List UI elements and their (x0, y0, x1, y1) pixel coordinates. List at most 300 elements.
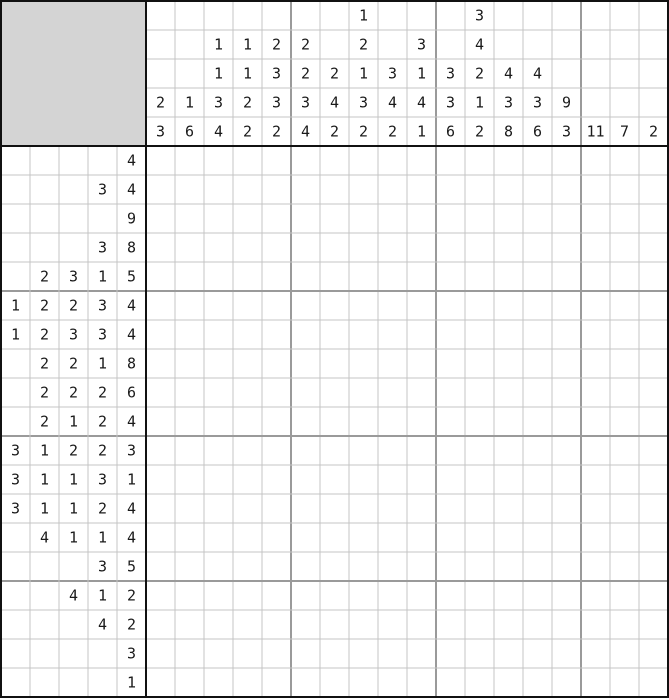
grid-cell[interactable] (407, 262, 436, 291)
grid-cell[interactable] (146, 320, 175, 349)
grid-cell[interactable] (552, 146, 581, 175)
grid-cell[interactable] (523, 291, 552, 320)
grid-cell[interactable] (262, 668, 291, 697)
grid-cell[interactable] (610, 552, 639, 581)
grid-cell[interactable] (349, 291, 378, 320)
grid-cell[interactable] (436, 146, 465, 175)
grid-cell[interactable] (581, 146, 610, 175)
grid-cell[interactable] (146, 378, 175, 407)
grid-cell[interactable] (262, 262, 291, 291)
grid-cell[interactable] (262, 465, 291, 494)
grid-cell[interactable] (523, 668, 552, 697)
grid-cell[interactable] (581, 204, 610, 233)
grid-cell[interactable] (146, 146, 175, 175)
grid-cell[interactable] (349, 233, 378, 262)
grid-cell[interactable] (204, 407, 233, 436)
grid-cell[interactable] (204, 581, 233, 610)
grid-cell[interactable] (436, 639, 465, 668)
grid-cell[interactable] (436, 523, 465, 552)
grid-cell[interactable] (320, 610, 349, 639)
grid-cell[interactable] (639, 523, 668, 552)
grid-cell[interactable] (378, 523, 407, 552)
grid-cell[interactable] (146, 494, 175, 523)
grid-cell[interactable] (552, 465, 581, 494)
grid-cell[interactable] (175, 465, 204, 494)
grid-cell[interactable] (494, 407, 523, 436)
grid-cell[interactable] (610, 320, 639, 349)
grid-cell[interactable] (407, 552, 436, 581)
grid-cell[interactable] (639, 668, 668, 697)
grid-cell[interactable] (175, 378, 204, 407)
grid-cell[interactable] (146, 349, 175, 378)
grid-cell[interactable] (494, 291, 523, 320)
grid-cell[interactable] (320, 494, 349, 523)
grid-cell[interactable] (291, 436, 320, 465)
grid-cell[interactable] (175, 494, 204, 523)
grid-cell[interactable] (378, 610, 407, 639)
grid-cell[interactable] (407, 349, 436, 378)
grid-cell[interactable] (320, 233, 349, 262)
grid-cell[interactable] (291, 378, 320, 407)
grid-cell[interactable] (349, 523, 378, 552)
grid-cell[interactable] (639, 610, 668, 639)
grid-cell[interactable] (320, 175, 349, 204)
grid-cell[interactable] (639, 639, 668, 668)
grid-cell[interactable] (552, 349, 581, 378)
grid-cell[interactable] (146, 436, 175, 465)
grid-cell[interactable] (465, 146, 494, 175)
grid-cell[interactable] (349, 175, 378, 204)
grid-cell[interactable] (262, 610, 291, 639)
grid-cell[interactable] (494, 581, 523, 610)
grid-cell[interactable] (233, 407, 262, 436)
grid-cell[interactable] (320, 407, 349, 436)
grid-cell[interactable] (378, 668, 407, 697)
grid-cell[interactable] (146, 175, 175, 204)
grid-cell[interactable] (291, 494, 320, 523)
grid-cell[interactable] (233, 552, 262, 581)
grid-cell[interactable] (262, 320, 291, 349)
grid-cell[interactable] (233, 436, 262, 465)
grid-cell[interactable] (494, 436, 523, 465)
grid-cell[interactable] (204, 668, 233, 697)
grid-cell[interactable] (581, 610, 610, 639)
grid-cell[interactable] (407, 146, 436, 175)
grid-cell[interactable] (262, 523, 291, 552)
grid-cell[interactable] (349, 552, 378, 581)
grid-cell[interactable] (175, 175, 204, 204)
grid-cell[interactable] (407, 668, 436, 697)
grid-cell[interactable] (523, 146, 552, 175)
grid-cell[interactable] (291, 610, 320, 639)
grid-cell[interactable] (175, 610, 204, 639)
grid-cell[interactable] (639, 552, 668, 581)
grid-cell[interactable] (610, 436, 639, 465)
grid-cell[interactable] (146, 552, 175, 581)
grid-cell[interactable] (146, 668, 175, 697)
grid-cell[interactable] (233, 175, 262, 204)
grid-cell[interactable] (639, 262, 668, 291)
grid-cell[interactable] (146, 523, 175, 552)
grid-cell[interactable] (204, 204, 233, 233)
grid-cell[interactable] (610, 610, 639, 639)
grid-cell[interactable] (523, 262, 552, 291)
grid-cell[interactable] (204, 233, 233, 262)
grid-cell[interactable] (262, 175, 291, 204)
grid-cell[interactable] (552, 639, 581, 668)
grid-cell[interactable] (436, 204, 465, 233)
grid-cell[interactable] (320, 639, 349, 668)
grid-cell[interactable] (523, 204, 552, 233)
grid-cell[interactable] (378, 407, 407, 436)
grid-cell[interactable] (523, 175, 552, 204)
grid-cell[interactable] (523, 639, 552, 668)
grid-cell[interactable] (320, 146, 349, 175)
grid-cell[interactable] (233, 494, 262, 523)
grid-cell[interactable] (233, 465, 262, 494)
grid-cell[interactable] (233, 204, 262, 233)
grid-cell[interactable] (349, 146, 378, 175)
grid-cell[interactable] (175, 349, 204, 378)
grid-cell[interactable] (465, 552, 494, 581)
grid-cell[interactable] (523, 523, 552, 552)
grid-cell[interactable] (175, 552, 204, 581)
grid-cell[interactable] (262, 378, 291, 407)
grid-cell[interactable] (610, 494, 639, 523)
grid-cell[interactable] (291, 233, 320, 262)
grid-cell[interactable] (262, 349, 291, 378)
grid-cell[interactable] (581, 436, 610, 465)
grid-cell[interactable] (175, 262, 204, 291)
grid-cell[interactable] (552, 494, 581, 523)
grid-cell[interactable] (581, 552, 610, 581)
grid-cell[interactable] (320, 378, 349, 407)
grid-cell[interactable] (320, 552, 349, 581)
grid-cell[interactable] (523, 320, 552, 349)
grid-cell[interactable] (407, 233, 436, 262)
grid-cell[interactable] (349, 378, 378, 407)
grid-cell[interactable] (552, 378, 581, 407)
grid-cell[interactable] (407, 523, 436, 552)
grid-cell[interactable] (436, 349, 465, 378)
grid-cell[interactable] (349, 465, 378, 494)
grid-cell[interactable] (436, 494, 465, 523)
grid-cell[interactable] (349, 668, 378, 697)
grid-cell[interactable] (494, 378, 523, 407)
grid-cell[interactable] (291, 262, 320, 291)
grid-cell[interactable] (175, 407, 204, 436)
grid-cell[interactable] (407, 494, 436, 523)
grid-cell[interactable] (233, 668, 262, 697)
grid-cell[interactable] (378, 436, 407, 465)
grid-cell[interactable] (233, 378, 262, 407)
grid-cell[interactable] (523, 494, 552, 523)
grid-cell[interactable] (465, 523, 494, 552)
grid-cell[interactable] (581, 465, 610, 494)
grid-cell[interactable] (639, 320, 668, 349)
grid-cell[interactable] (639, 146, 668, 175)
grid-cell[interactable] (494, 204, 523, 233)
grid-cell[interactable] (552, 581, 581, 610)
grid-cell[interactable] (465, 668, 494, 697)
grid-cell[interactable] (204, 494, 233, 523)
grid-cell[interactable] (552, 523, 581, 552)
grid-cell[interactable] (407, 204, 436, 233)
grid-cell[interactable] (465, 494, 494, 523)
grid-cell[interactable] (291, 204, 320, 233)
grid-cell[interactable] (146, 407, 175, 436)
grid-cell[interactable] (581, 523, 610, 552)
grid-cell[interactable] (146, 291, 175, 320)
grid-cell[interactable] (465, 610, 494, 639)
grid-cell[interactable] (320, 581, 349, 610)
grid-cell[interactable] (175, 523, 204, 552)
grid-cell[interactable] (436, 581, 465, 610)
grid-cell[interactable] (407, 407, 436, 436)
grid-cell[interactable] (204, 262, 233, 291)
grid-cell[interactable] (610, 523, 639, 552)
grid-cell[interactable] (610, 639, 639, 668)
grid-cell[interactable] (349, 436, 378, 465)
grid-cell[interactable] (610, 146, 639, 175)
grid-cell[interactable] (320, 349, 349, 378)
grid-cell[interactable] (204, 523, 233, 552)
grid-cell[interactable] (494, 552, 523, 581)
grid-cell[interactable] (465, 233, 494, 262)
grid-cell[interactable] (523, 465, 552, 494)
grid-cell[interactable] (378, 320, 407, 349)
grid-cell[interactable] (291, 291, 320, 320)
grid-cell[interactable] (552, 668, 581, 697)
grid-cell[interactable] (146, 204, 175, 233)
grid-cell[interactable] (204, 552, 233, 581)
grid-cell[interactable] (552, 320, 581, 349)
grid-cell[interactable] (378, 581, 407, 610)
grid-cell[interactable] (349, 349, 378, 378)
grid-cell[interactable] (233, 291, 262, 320)
grid-cell[interactable] (581, 349, 610, 378)
grid-cell[interactable] (291, 349, 320, 378)
grid-cell[interactable] (204, 378, 233, 407)
grid-cell[interactable] (320, 523, 349, 552)
grid-cell[interactable] (436, 320, 465, 349)
grid-cell[interactable] (494, 320, 523, 349)
grid-cell[interactable] (175, 233, 204, 262)
grid-cell[interactable] (320, 436, 349, 465)
grid-cell[interactable] (465, 639, 494, 668)
grid-cell[interactable] (407, 639, 436, 668)
grid-cell[interactable] (436, 291, 465, 320)
grid-cell[interactable] (175, 146, 204, 175)
grid-cell[interactable] (378, 465, 407, 494)
grid-cell[interactable] (465, 320, 494, 349)
grid-cell[interactable] (349, 581, 378, 610)
grid-cell[interactable] (262, 494, 291, 523)
grid-cell[interactable] (320, 262, 349, 291)
grid-cell[interactable] (436, 233, 465, 262)
grid-cell[interactable] (639, 291, 668, 320)
grid-cell[interactable] (233, 320, 262, 349)
grid-cell[interactable] (378, 494, 407, 523)
grid-cell[interactable] (581, 233, 610, 262)
grid-cell[interactable] (262, 552, 291, 581)
grid-cell[interactable] (494, 349, 523, 378)
grid-cell[interactable] (436, 407, 465, 436)
grid-cell[interactable] (610, 378, 639, 407)
grid-cell[interactable] (494, 262, 523, 291)
grid-cell[interactable] (233, 349, 262, 378)
grid-cell[interactable] (465, 436, 494, 465)
grid-cell[interactable] (291, 639, 320, 668)
grid-cell[interactable] (378, 262, 407, 291)
grid-cell[interactable] (610, 465, 639, 494)
grid-cell[interactable] (291, 668, 320, 697)
grid-cell[interactable] (349, 320, 378, 349)
grid-cell[interactable] (378, 291, 407, 320)
grid-cell[interactable] (291, 320, 320, 349)
grid-cell[interactable] (494, 146, 523, 175)
grid-cell[interactable] (436, 610, 465, 639)
grid-cell[interactable] (465, 407, 494, 436)
grid-cell[interactable] (378, 175, 407, 204)
grid-cell[interactable] (552, 175, 581, 204)
grid-cell[interactable] (581, 494, 610, 523)
grid-cell[interactable] (349, 204, 378, 233)
grid-cell[interactable] (494, 668, 523, 697)
grid-cell[interactable] (146, 465, 175, 494)
grid-cell[interactable] (494, 610, 523, 639)
grid-cell[interactable] (581, 407, 610, 436)
grid-cell[interactable] (552, 204, 581, 233)
grid-cell[interactable] (465, 262, 494, 291)
grid-cell[interactable] (175, 668, 204, 697)
grid-cell[interactable] (233, 610, 262, 639)
grid-cell[interactable] (175, 639, 204, 668)
grid-cell[interactable] (320, 291, 349, 320)
grid-cell[interactable] (407, 465, 436, 494)
grid-cell[interactable] (349, 610, 378, 639)
grid-cell[interactable] (262, 436, 291, 465)
grid-cell[interactable] (291, 146, 320, 175)
grid-cell[interactable] (494, 233, 523, 262)
grid-cell[interactable] (262, 639, 291, 668)
grid-cell[interactable] (378, 349, 407, 378)
grid-cell[interactable] (262, 146, 291, 175)
grid-cell[interactable] (465, 465, 494, 494)
grid-cell[interactable] (639, 349, 668, 378)
grid-cell[interactable] (552, 291, 581, 320)
grid-cell[interactable] (378, 639, 407, 668)
grid-cell[interactable] (291, 523, 320, 552)
grid-cell[interactable] (291, 581, 320, 610)
grid-cell[interactable] (523, 436, 552, 465)
grid-cell[interactable] (175, 320, 204, 349)
grid-cell[interactable] (378, 378, 407, 407)
grid-cell[interactable] (465, 378, 494, 407)
grid-cell[interactable] (523, 552, 552, 581)
grid-cell[interactable] (523, 610, 552, 639)
grid-cell[interactable] (204, 146, 233, 175)
grid-cell[interactable] (204, 465, 233, 494)
grid-cell[interactable] (581, 262, 610, 291)
grid-cell[interactable] (175, 291, 204, 320)
grid-cell[interactable] (639, 378, 668, 407)
grid-cell[interactable] (436, 436, 465, 465)
grid-cell[interactable] (494, 175, 523, 204)
grid-cell[interactable] (610, 175, 639, 204)
grid-cell[interactable] (465, 204, 494, 233)
grid-cell[interactable] (262, 581, 291, 610)
grid-cell[interactable] (233, 639, 262, 668)
grid-cell[interactable] (610, 204, 639, 233)
grid-cell[interactable] (204, 436, 233, 465)
grid-cell[interactable] (233, 523, 262, 552)
grid-cell[interactable] (494, 523, 523, 552)
grid-cell[interactable] (494, 465, 523, 494)
grid-cell[interactable] (465, 581, 494, 610)
grid-cell[interactable] (349, 407, 378, 436)
grid-cell[interactable] (436, 262, 465, 291)
grid-cell[interactable] (639, 407, 668, 436)
grid-cell[interactable] (610, 233, 639, 262)
grid-cell[interactable] (146, 581, 175, 610)
grid-cell[interactable] (523, 378, 552, 407)
grid-cell[interactable] (262, 291, 291, 320)
grid-cell[interactable] (552, 436, 581, 465)
grid-cell[interactable] (378, 552, 407, 581)
grid-cell[interactable] (320, 204, 349, 233)
grid-cell[interactable] (291, 407, 320, 436)
grid-cell[interactable] (378, 233, 407, 262)
grid-cell[interactable] (610, 668, 639, 697)
grid-cell[interactable] (436, 668, 465, 697)
grid-cell[interactable] (291, 552, 320, 581)
grid-cell[interactable] (378, 146, 407, 175)
grid-cell[interactable] (523, 581, 552, 610)
grid-cell[interactable] (407, 610, 436, 639)
grid-cell[interactable] (581, 668, 610, 697)
grid-cell[interactable] (349, 262, 378, 291)
grid-cell[interactable] (523, 349, 552, 378)
grid-cell[interactable] (291, 175, 320, 204)
grid-cell[interactable] (639, 233, 668, 262)
grid-cell[interactable] (175, 204, 204, 233)
grid-cell[interactable] (610, 262, 639, 291)
grid-cell[interactable] (436, 465, 465, 494)
grid-cell[interactable] (349, 639, 378, 668)
grid-cell[interactable] (146, 639, 175, 668)
grid-cell[interactable] (610, 407, 639, 436)
grid-cell[interactable] (639, 204, 668, 233)
grid-cell[interactable] (291, 465, 320, 494)
grid-cell[interactable] (581, 320, 610, 349)
grid-cell[interactable] (175, 581, 204, 610)
grid-cell[interactable] (146, 610, 175, 639)
grid-cell[interactable] (494, 639, 523, 668)
grid-cell[interactable] (233, 581, 262, 610)
grid-cell[interactable] (407, 175, 436, 204)
grid-cell[interactable] (349, 494, 378, 523)
grid-cell[interactable] (146, 233, 175, 262)
grid-cell[interactable] (204, 639, 233, 668)
grid-cell[interactable] (204, 610, 233, 639)
grid-cell[interactable] (639, 436, 668, 465)
grid-cell[interactable] (407, 436, 436, 465)
grid-cell[interactable] (436, 552, 465, 581)
grid-cell[interactable] (204, 349, 233, 378)
grid-cell[interactable] (407, 378, 436, 407)
grid-cell[interactable] (639, 465, 668, 494)
